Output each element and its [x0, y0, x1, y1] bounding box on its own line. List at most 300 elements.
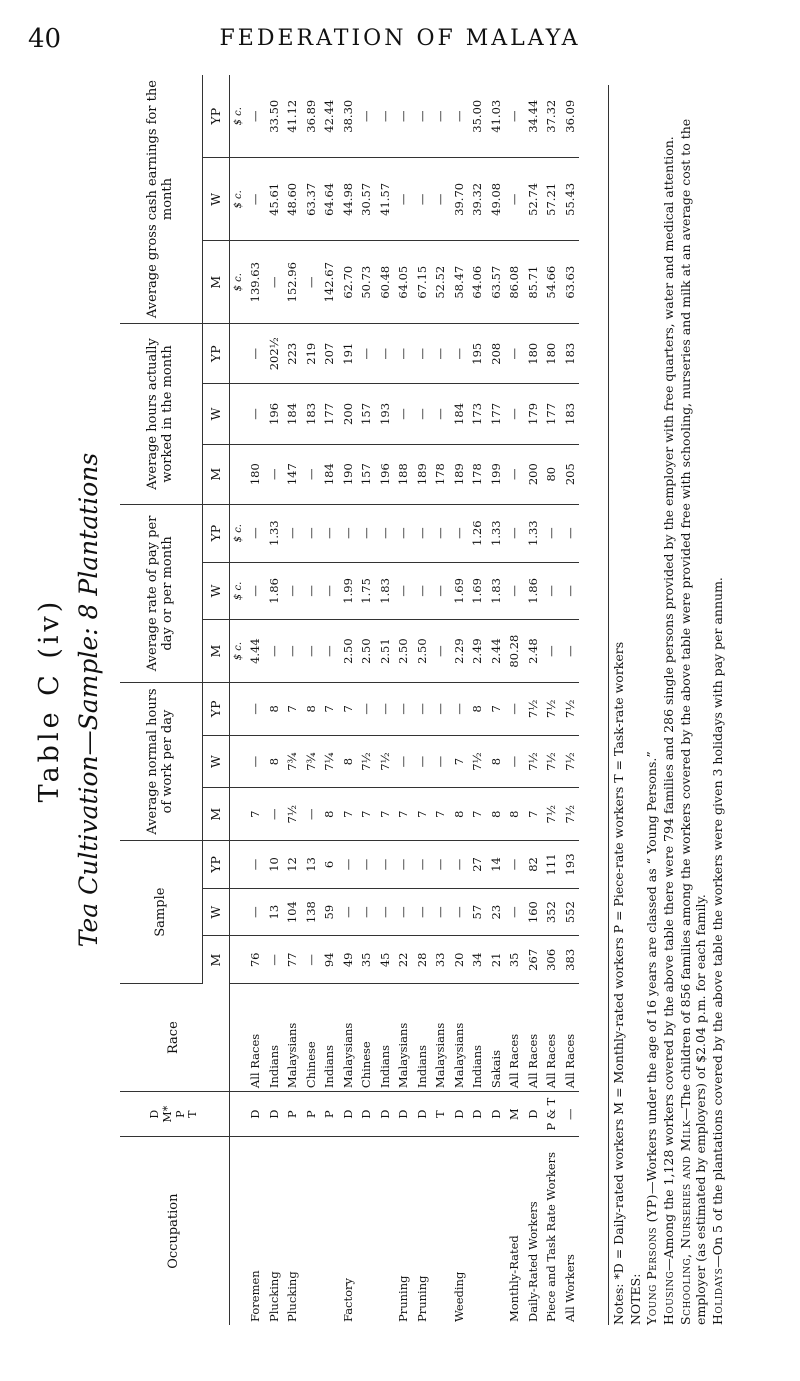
table-row: [505, 75, 524, 1325]
cell-pay-rate-w: 1.83: [376, 562, 395, 620]
cell-normal-hours-yp: —: [246, 682, 265, 735]
cell-normal-hours-m: 7: [376, 788, 395, 841]
cell-hours-worked-yp: 207: [320, 324, 339, 384]
cell-code: P: [283, 1092, 302, 1137]
table-row: [487, 75, 506, 1325]
table-row: [561, 75, 580, 1325]
subheader-cell: W: [203, 562, 230, 620]
unit-row: [230, 75, 247, 1325]
table-row: [376, 75, 395, 1325]
cell-normal-hours-w: 7¾: [283, 735, 302, 788]
cell-pay-rate-m: 2.49: [468, 620, 487, 683]
cell-race: Malaysians: [450, 984, 469, 1092]
cell-earnings-w: 45.61: [265, 158, 284, 241]
table-row: [524, 75, 543, 1325]
cell-occupation: Pruning: [414, 1275, 429, 1322]
subheader-cell: M: [203, 241, 230, 324]
cell-normal-hours-m: 7: [394, 788, 413, 841]
cell-occupation: Weeding: [451, 1271, 466, 1322]
cell-hours-worked-yp: —: [376, 324, 395, 384]
cell-earnings-m: 62.70: [339, 241, 358, 324]
cell-pay-rate-yp: —: [450, 504, 469, 562]
cell-normal-hours-yp: 7½: [542, 682, 561, 735]
cell-sample-m: 306: [542, 936, 561, 984]
cell-sample-m: 22: [394, 936, 413, 984]
cell-hours-worked-m: 189: [413, 444, 432, 504]
header-normal-hours: Average normal hours of work per day: [120, 682, 203, 840]
subheader-cell: YP: [203, 324, 230, 384]
note-housing-label: Housing: [660, 1270, 676, 1325]
cell-pay-rate-m: —: [320, 620, 339, 683]
cell-normal-hours-m: 7: [524, 788, 543, 841]
cell-pay-rate-w: 1.86: [265, 562, 284, 620]
cell-earnings-yp: 38.30: [339, 75, 358, 158]
cell-sample-m: 34: [468, 936, 487, 984]
cell-sample-m: 267: [524, 936, 543, 984]
cell-occupation: Pruning: [396, 1275, 411, 1322]
subheader-cell: YP: [203, 504, 230, 562]
cell-race: Indians: [468, 984, 487, 1092]
subheader-cell: M: [203, 444, 230, 504]
cell-pay-rate-w: —: [320, 562, 339, 620]
table-row: [413, 75, 432, 1325]
table-row: [339, 75, 358, 1325]
cell-hours-worked-m: 180: [246, 444, 265, 504]
cell-earnings-w: —: [246, 158, 265, 241]
cell-sample-w: —: [450, 888, 469, 936]
cell-hours-worked-w: 184: [283, 384, 302, 444]
cell-normal-hours-m: 7: [413, 788, 432, 841]
cell-normal-hours-w: 7: [450, 735, 469, 788]
cell-sample-w: —: [357, 888, 376, 936]
cell-earnings-yp: 33.50: [265, 75, 284, 158]
cell-sample-m: 33: [431, 936, 450, 984]
cell-hours-worked-m: 184: [320, 444, 339, 504]
cell-hours-worked-yp: —: [413, 324, 432, 384]
cell-sample-yp: 27: [468, 841, 487, 889]
cell-pay-rate-yp: 1.33: [487, 504, 506, 562]
cell-hours-worked-m: —: [302, 444, 321, 504]
cell-hours-worked-w: 200: [339, 384, 358, 444]
unit-pay-w: $ c.: [230, 562, 247, 620]
cell-normal-hours-m: 8: [450, 788, 469, 841]
cell-race: Indians: [413, 984, 432, 1092]
cell-hours-worked-m: 178: [431, 444, 450, 504]
cell-hours-worked-yp: —: [246, 324, 265, 384]
cell-normal-hours-yp: 7: [339, 682, 358, 735]
cell-hours-worked-w: 157: [357, 384, 376, 444]
cell-occupation: Factory: [340, 1277, 355, 1322]
cell-pay-rate-w: 1.99: [339, 562, 358, 620]
cell-occupation: [431, 1137, 450, 1325]
cell-earnings-w: 48.60: [283, 158, 302, 241]
table-title: Table C (iv): [34, 597, 65, 803]
cell-hours-worked-w: 179: [524, 384, 543, 444]
cell-pay-rate-yp: —: [357, 504, 376, 562]
cell-code: P: [302, 1092, 321, 1137]
cell-race: All Races: [505, 984, 524, 1092]
subheader-cell: YP: [203, 75, 230, 158]
subheader-cell: M: [203, 936, 230, 984]
cell-hours-worked-w: —: [246, 384, 265, 444]
cell-sample-m: —: [302, 936, 321, 984]
cell-sample-w: —: [431, 888, 450, 936]
cell-earnings-w: 63.37: [302, 158, 321, 241]
cell-race: All Races: [524, 984, 543, 1092]
cell-sample-w: —: [413, 888, 432, 936]
cell-occupation: Piece and Task Rate Workers: [544, 1151, 559, 1322]
cell-pay-rate-m: —: [283, 620, 302, 683]
cell-hours-worked-w: 184: [450, 384, 469, 444]
data-table: [120, 75, 579, 1325]
table-row: [265, 75, 284, 1325]
cell-hours-worked-yp: —: [431, 324, 450, 384]
table-row: [431, 75, 450, 1325]
cell-pay-rate-w: 1.86: [524, 562, 543, 620]
table-subtitle: Tea Cultivation—Sample: 8 Plantations: [74, 452, 103, 948]
cell-normal-hours-m: 7: [468, 788, 487, 841]
cell-sample-yp: —: [394, 841, 413, 889]
unit-earn-m: $ c.: [230, 241, 247, 324]
cell-hours-worked-m: 80: [542, 444, 561, 504]
cell-occupation: Monthly-Rated: [507, 1235, 522, 1322]
cell-normal-hours-m: 7: [357, 788, 376, 841]
cell-hours-worked-m: 178: [468, 444, 487, 504]
cell-sample-w: 138: [302, 888, 321, 936]
cell-sample-yp: —: [413, 841, 432, 889]
note-housing-text: —Among the 1,128 workers covered by the above table there were 794 families and 286 single persons provided by the employer with free quarters, water and medical attention.: [660, 136, 676, 1271]
page-number: 40: [28, 24, 62, 54]
cell-hours-worked-m: 200: [524, 444, 543, 504]
notes-legend: Notes: *D = Daily-rated workers M = Monthly-rated workers P = Piece-rate workers T = Task-rate workers: [608, 85, 627, 1325]
cell-hours-worked-yp: —: [394, 324, 413, 384]
cell-earnings-m: 50.73: [357, 241, 376, 324]
cell-hours-worked-w: 193: [376, 384, 395, 444]
cell-hours-worked-yp: —: [450, 324, 469, 384]
cell-code: D: [468, 1092, 487, 1137]
cell-sample-w: —: [246, 888, 265, 936]
cell-occupation: Daily-Rated Workers: [525, 1201, 540, 1322]
cell-pay-rate-m: —: [302, 620, 321, 683]
cell-sample-yp: —: [339, 841, 358, 889]
cell-code: D: [524, 1092, 543, 1137]
cell-normal-hours-yp: 8: [468, 682, 487, 735]
cell-pay-rate-yp: —: [542, 504, 561, 562]
cell-sample-w: 13: [265, 888, 284, 936]
cell-pay-rate-yp: 1.33: [524, 504, 543, 562]
table-row: [394, 75, 413, 1325]
cell-pay-rate-w: —: [413, 562, 432, 620]
cell-race: All Races: [561, 984, 580, 1092]
cell-hours-worked-m: —: [265, 444, 284, 504]
cell-sample-m: 76: [246, 936, 265, 984]
cell-code: —: [561, 1092, 580, 1137]
cell-occupation: All Workers: [562, 1254, 577, 1322]
cell-normal-hours-w: 7¾: [302, 735, 321, 788]
cell-pay-rate-w: 1.69: [468, 562, 487, 620]
cell-pay-rate-yp: —: [413, 504, 432, 562]
cell-earnings-w: 55.43: [561, 158, 580, 241]
cell-normal-hours-yp: 7½: [561, 682, 580, 735]
cell-race: All Races: [542, 984, 561, 1092]
table-row: [542, 75, 561, 1325]
table-row: [357, 75, 376, 1325]
cell-hours-worked-w: 177: [487, 384, 506, 444]
cell-sample-m: 28: [413, 936, 432, 984]
note-schooling: [678, 85, 709, 1325]
cell-normal-hours-yp: —: [394, 682, 413, 735]
cell-hours-worked-w: 183: [561, 384, 580, 444]
cell-code: D: [450, 1092, 469, 1137]
cell-sample-m: 94: [320, 936, 339, 984]
cell-normal-hours-w: 8: [265, 735, 284, 788]
header-hours-worked: Average hours actually worked in the month: [120, 324, 203, 505]
subheader-cell: M: [203, 788, 230, 841]
cell-pay-rate-m: —: [431, 620, 450, 683]
cell-pay-rate-yp: —: [320, 504, 339, 562]
cell-code: T: [431, 1092, 450, 1137]
cell-normal-hours-yp: —: [505, 682, 524, 735]
cell-earnings-m: 54.66: [542, 241, 561, 324]
cell-sample-yp: 193: [561, 841, 580, 889]
cell-earnings-w: —: [413, 158, 432, 241]
note-young-label: Young Persons (YP): [644, 1194, 660, 1325]
cell-occupation: [487, 1137, 506, 1325]
cell-hours-worked-m: 157: [357, 444, 376, 504]
cell-pay-rate-m: 2.48: [524, 620, 543, 683]
cell-earnings-yp: —: [246, 75, 265, 158]
cell-code: P: [320, 1092, 339, 1137]
cell-normal-hours-w: —: [246, 735, 265, 788]
cell-normal-hours-yp: —: [450, 682, 469, 735]
cell-earnings-yp: —: [431, 75, 450, 158]
unit-earn-w: $ c.: [230, 158, 247, 241]
cell-hours-worked-w: —: [413, 384, 432, 444]
cell-earnings-w: 52.74: [524, 158, 543, 241]
cell-pay-rate-m: —: [542, 620, 561, 683]
header-race: Race: [120, 984, 230, 1092]
note-schooling-text: —The children of 856 families among the workers covered by the above table were provided free with schooling, nurseries and milk at an average cost to the employer (as estimated by employers) of $2.04 p.m. for each family.: [677, 118, 709, 1325]
cell-hours-worked-yp: 180: [542, 324, 561, 384]
running-head: FEDERATION OF MALAYA: [219, 26, 581, 51]
cell-code: D: [376, 1092, 395, 1137]
cell-hours-worked-m: 190: [339, 444, 358, 504]
cell-pay-rate-yp: 1.33: [265, 504, 284, 562]
cell-sample-m: 77: [283, 936, 302, 984]
cell-hours-worked-yp: 208: [487, 324, 506, 384]
cell-earnings-m: —: [302, 241, 321, 324]
cell-earnings-m: 86.08: [505, 241, 524, 324]
cell-pay-rate-w: 1.83: [487, 562, 506, 620]
cell-sample-w: 23: [487, 888, 506, 936]
cell-hours-worked-m: 189: [450, 444, 469, 504]
cell-earnings-w: 49.08: [487, 158, 506, 241]
notes-heading: NOTES:: [627, 1273, 643, 1325]
subheader-cell: W: [203, 384, 230, 444]
cell-normal-hours-m: 7: [246, 788, 265, 841]
cell-normal-hours-yp: —: [376, 682, 395, 735]
cell-sample-w: 352: [542, 888, 561, 936]
cell-earnings-w: —: [394, 158, 413, 241]
cell-pay-rate-yp: 1.26: [468, 504, 487, 562]
cell-sample-m: 35: [357, 936, 376, 984]
cell-earnings-yp: 34.44: [524, 75, 543, 158]
cell-occupation: Plucking: [285, 1271, 300, 1322]
cell-hours-worked-yp: 219: [302, 324, 321, 384]
cell-race: Chinese: [302, 984, 321, 1092]
cell-sample-yp: —: [450, 841, 469, 889]
cell-normal-hours-w: 8: [339, 735, 358, 788]
cell-pay-rate-yp: —: [431, 504, 450, 562]
cell-earnings-yp: 41.12: [283, 75, 302, 158]
header-occupation: Occupation: [120, 1137, 230, 1325]
cell-pay-rate-m: —: [561, 620, 580, 683]
cell-earnings-yp: 42.44: [320, 75, 339, 158]
cell-pay-rate-w: —: [542, 562, 561, 620]
cell-hours-worked-m: 199: [487, 444, 506, 504]
subheader-cell: W: [203, 888, 230, 936]
cell-normal-hours-yp: 7: [487, 682, 506, 735]
subheader-cell: M: [203, 620, 230, 683]
cell-normal-hours-m: 7½: [542, 788, 561, 841]
cell-pay-rate-m: 2.50: [394, 620, 413, 683]
cell-hours-worked-w: —: [394, 384, 413, 444]
cell-normal-hours-m: —: [265, 788, 284, 841]
cell-earnings-m: 67.15: [413, 241, 432, 324]
subheader-cell: YP: [203, 682, 230, 735]
cell-earnings-yp: —: [394, 75, 413, 158]
cell-earnings-m: 64.05: [394, 241, 413, 324]
cell-occupation: [468, 1137, 487, 1325]
cell-sample-m: 49: [339, 936, 358, 984]
cell-code: D: [357, 1092, 376, 1137]
cell-hours-worked-w: 177: [320, 384, 339, 444]
cell-normal-hours-m: 8: [487, 788, 506, 841]
table-row: [320, 75, 339, 1325]
cell-earnings-yp: 36.89: [302, 75, 321, 158]
cell-sample-m: 35: [505, 936, 524, 984]
cell-earnings-m: 152.96: [283, 241, 302, 324]
cell-normal-hours-yp: —: [357, 682, 376, 735]
table-row: [450, 75, 469, 1325]
cell-pay-rate-w: 1.75: [357, 562, 376, 620]
cell-hours-worked-w: —: [505, 384, 524, 444]
cell-sample-w: 59: [320, 888, 339, 936]
cell-normal-hours-w: 7½: [357, 735, 376, 788]
cell-occupation: [357, 1137, 376, 1325]
cell-earnings-m: 60.48: [376, 241, 395, 324]
cell-sample-yp: 13: [302, 841, 321, 889]
cell-sample-yp: —: [505, 841, 524, 889]
cell-hours-worked-m: 196: [376, 444, 395, 504]
cell-normal-hours-yp: —: [431, 682, 450, 735]
cell-earnings-m: 85.71: [524, 241, 543, 324]
cell-earnings-m: 142.67: [320, 241, 339, 324]
cell-earnings-w: 39.32: [468, 158, 487, 241]
cell-normal-hours-w: 7½: [561, 735, 580, 788]
cell-sample-yp: —: [246, 841, 265, 889]
cell-pay-rate-w: —: [561, 562, 580, 620]
cell-sample-m: 20: [450, 936, 469, 984]
cell-earnings-w: 57.21: [542, 158, 561, 241]
cell-hours-worked-yp: —: [505, 324, 524, 384]
cell-race: Indians: [376, 984, 395, 1092]
cell-pay-rate-m: 2.51: [376, 620, 395, 683]
cell-hours-worked-m: 205: [561, 444, 580, 504]
cell-race: Indians: [265, 984, 284, 1092]
cell-hours-worked-w: 196: [265, 384, 284, 444]
cell-earnings-m: —: [265, 241, 284, 324]
cell-hours-worked-yp: 195: [468, 324, 487, 384]
cell-hours-worked-w: —: [431, 384, 450, 444]
cell-race: Malaysians: [394, 984, 413, 1092]
cell-normal-hours-m: 7½: [283, 788, 302, 841]
cell-pay-rate-m: —: [265, 620, 284, 683]
cell-earnings-m: 52.52: [431, 241, 450, 324]
cell-hours-worked-w: 173: [468, 384, 487, 444]
cell-sample-w: 552: [561, 888, 580, 936]
header-sample: Sample: [120, 841, 203, 984]
cell-earnings-m: 64.06: [468, 241, 487, 324]
cell-earnings-w: 39.70: [450, 158, 469, 241]
cell-race: Sakais: [487, 984, 506, 1092]
cell-normal-hours-w: —: [413, 735, 432, 788]
cell-code: P & T: [542, 1092, 561, 1137]
note-schooling-label: Schooling, Nurseries and Milk: [677, 1120, 693, 1325]
cell-sample-w: —: [394, 888, 413, 936]
cell-sample-yp: 82: [524, 841, 543, 889]
rotated-table-block: [28, 75, 778, 1325]
cell-normal-hours-w: —: [505, 735, 524, 788]
cell-normal-hours-m: 7: [339, 788, 358, 841]
cell-pay-rate-m: 2.29: [450, 620, 469, 683]
cell-sample-w: 160: [524, 888, 543, 936]
cell-race: Malaysians: [431, 984, 450, 1092]
note-holidays-text: —On 5 of the plantations covered by the above table the workers were given 3 holidays with pay per annum.: [709, 577, 725, 1268]
cell-pay-rate-m: 2.44: [487, 620, 506, 683]
cell-earnings-m: 139.63: [246, 241, 265, 324]
cell-pay-rate-w: —: [283, 562, 302, 620]
cell-pay-rate-w: —: [394, 562, 413, 620]
cell-earnings-yp: 41.03: [487, 75, 506, 158]
cell-sample-yp: —: [357, 841, 376, 889]
cell-pay-rate-w: —: [302, 562, 321, 620]
cell-normal-hours-w: —: [431, 735, 450, 788]
cell-code: M: [505, 1092, 524, 1137]
cell-pay-rate-m: 4.44: [246, 620, 265, 683]
cell-sample-yp: 12: [283, 841, 302, 889]
cell-earnings-yp: 36.09: [561, 75, 580, 158]
cell-code: D: [246, 1092, 265, 1137]
cell-earnings-yp: —: [450, 75, 469, 158]
cell-pay-rate-m: 80.28: [505, 620, 524, 683]
cell-normal-hours-m: 7½: [561, 788, 580, 841]
cell-pay-rate-w: —: [431, 562, 450, 620]
cell-code: D: [487, 1092, 506, 1137]
cell-pay-rate-m: 2.50: [413, 620, 432, 683]
cell-normal-hours-w: 7½: [542, 735, 561, 788]
cell-earnings-m: 63.57: [487, 241, 506, 324]
cell-hours-worked-yp: —: [357, 324, 376, 384]
cell-normal-hours-yp: 7½: [524, 682, 543, 735]
cell-earnings-yp: —: [357, 75, 376, 158]
cell-occupation: [302, 1137, 321, 1325]
cell-pay-rate-w: —: [246, 562, 265, 620]
notes-block: [608, 85, 726, 1325]
cell-normal-hours-m: —: [302, 788, 321, 841]
cell-pay-rate-yp: —: [394, 504, 413, 562]
header-pay-rate: Average rate of pay per day or per month: [120, 504, 203, 682]
